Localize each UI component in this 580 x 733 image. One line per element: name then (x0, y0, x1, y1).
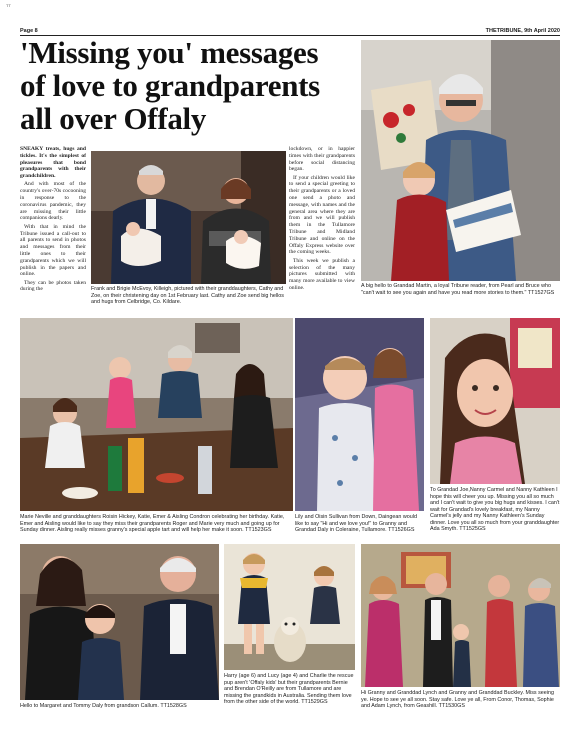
article-column-2 (289, 146, 355, 314)
photo-daly-family (20, 544, 219, 700)
article-paragraph: They can be photos taken during the (20, 279, 86, 293)
article-paragraph: lockdown, or in happier times with their grandparents before social distancing began. (289, 146, 355, 173)
article-paragraph: And with most of the country's over-70s cocooning in response to the coronavirus pandemic, they are missing their little companions dearly. (20, 181, 86, 222)
caption-sullivan: Lily and Oisin Sullivan from Down, Daingean would like to say "Hi and we love you!" to Granny and Grandad Daly in Coleraine, Tullamore. TT1526GS (295, 514, 417, 533)
article-paragraph: With that in mind the Tribune issued a call-out to all parents to send in photos and messages from their little ones to their grandparents which we will publish in the papers and online. (20, 223, 86, 278)
article-lead: SNEAKY treats, hugs and tickles. It's the simplest of pleasures that bond grandparents with their grandchildren. (20, 146, 86, 180)
photo-grandad-martin (361, 40, 560, 281)
photo-ada-smyth (430, 318, 560, 484)
headline (20, 36, 358, 135)
caption-smyth: To Grandad Joe,Nanny Carmel and Nanny Kathleen I hope this will cheer you up. Missing you all so much and I can't wait to give you big hugs and kisses. I can't wait for Grandad's lovely breakfast, my Nanny Carmel's jelly and my Nanny Kathleen's Sunday dinner. Love you all so much from your granddaughter Ada Smyth. TT1525GS (430, 487, 560, 532)
corner-mark: TT (6, 3, 11, 8)
headline-line-2: of love to grandparents (20, 68, 320, 103)
caption-oreilly: Harry (age 6) and Lucy (age 4) and Charlie the rescue pup aren't 'Offaly kids' but their grandparents Bernie and Brendan O'Reilly are from Tullamore and are missing the grandkids in Australia. Sending them love from the other side of the world. TT1529GS (224, 673, 354, 705)
photo-lynch-family (361, 544, 560, 687)
photo-neville-birthday (20, 318, 293, 511)
masthead: THETRIBUNE, 9th April 2020 (485, 28, 560, 34)
article-column-1 (20, 146, 86, 314)
article-paragraph: If your children would like to send a special greeting to their grandparents or a loved one send a photo and message, with names and the general area where they are from and we will publish them in the Tullamore Tribune and Midland Tribune and online on the Offaly Express website over the coming weeks. (289, 174, 355, 256)
page-number: Page 8 (20, 28, 38, 34)
caption-neville: Marie Neville and granddaughters Roisin Hickey, Katie, Emer & Aisling Condron celebrating her birthday. Katie, Emer and Aisling would like to say they miss their grandparents Roger and Marie very much and going up for Sunday dinner. Aisling really misses granny's special apple tart and will help her make it soon. TT1523GS (20, 514, 285, 533)
photo-oreilly-kids (224, 544, 355, 670)
headline-line-1: 'Missing you' messages (20, 35, 319, 70)
photo-mcevoy-family (91, 151, 286, 284)
caption-martin: A big hello to Grandad Martin, a loyal Tribune reader, from Pearl and Bruce who "can't wait to see you again and have you read more stories to them." TT1527GS (361, 283, 555, 296)
headline-line-3: all over Offaly (20, 101, 207, 136)
article-paragraph: This week we publish a selection of the many pictures submitted with many more available to view online. (289, 257, 355, 291)
caption-lynch: Hi Granny and Granddad Lynch and Granny and Granddad Buckley. Miss seeing ye. Hope to see ye all soon. Stay safe. Love ye all, From Conor, Thomas, Sophie and Adam Lynch, from Geashill. TT1530GS (361, 690, 554, 709)
caption-mcevoy: Frank and Brigie McEvoy, Killeigh, pictured with their granddaughters, Cathy and Zoe, on their christening day on 1st February last. Cathy and Zoe send big hellos and hugs from Celbridge, Co. Kildare. (91, 286, 284, 305)
photo-sullivan-children (295, 318, 424, 511)
caption-daly: Hello to Margaret and Tommy Daly from grandson Callum. TT1528GS (20, 703, 187, 709)
